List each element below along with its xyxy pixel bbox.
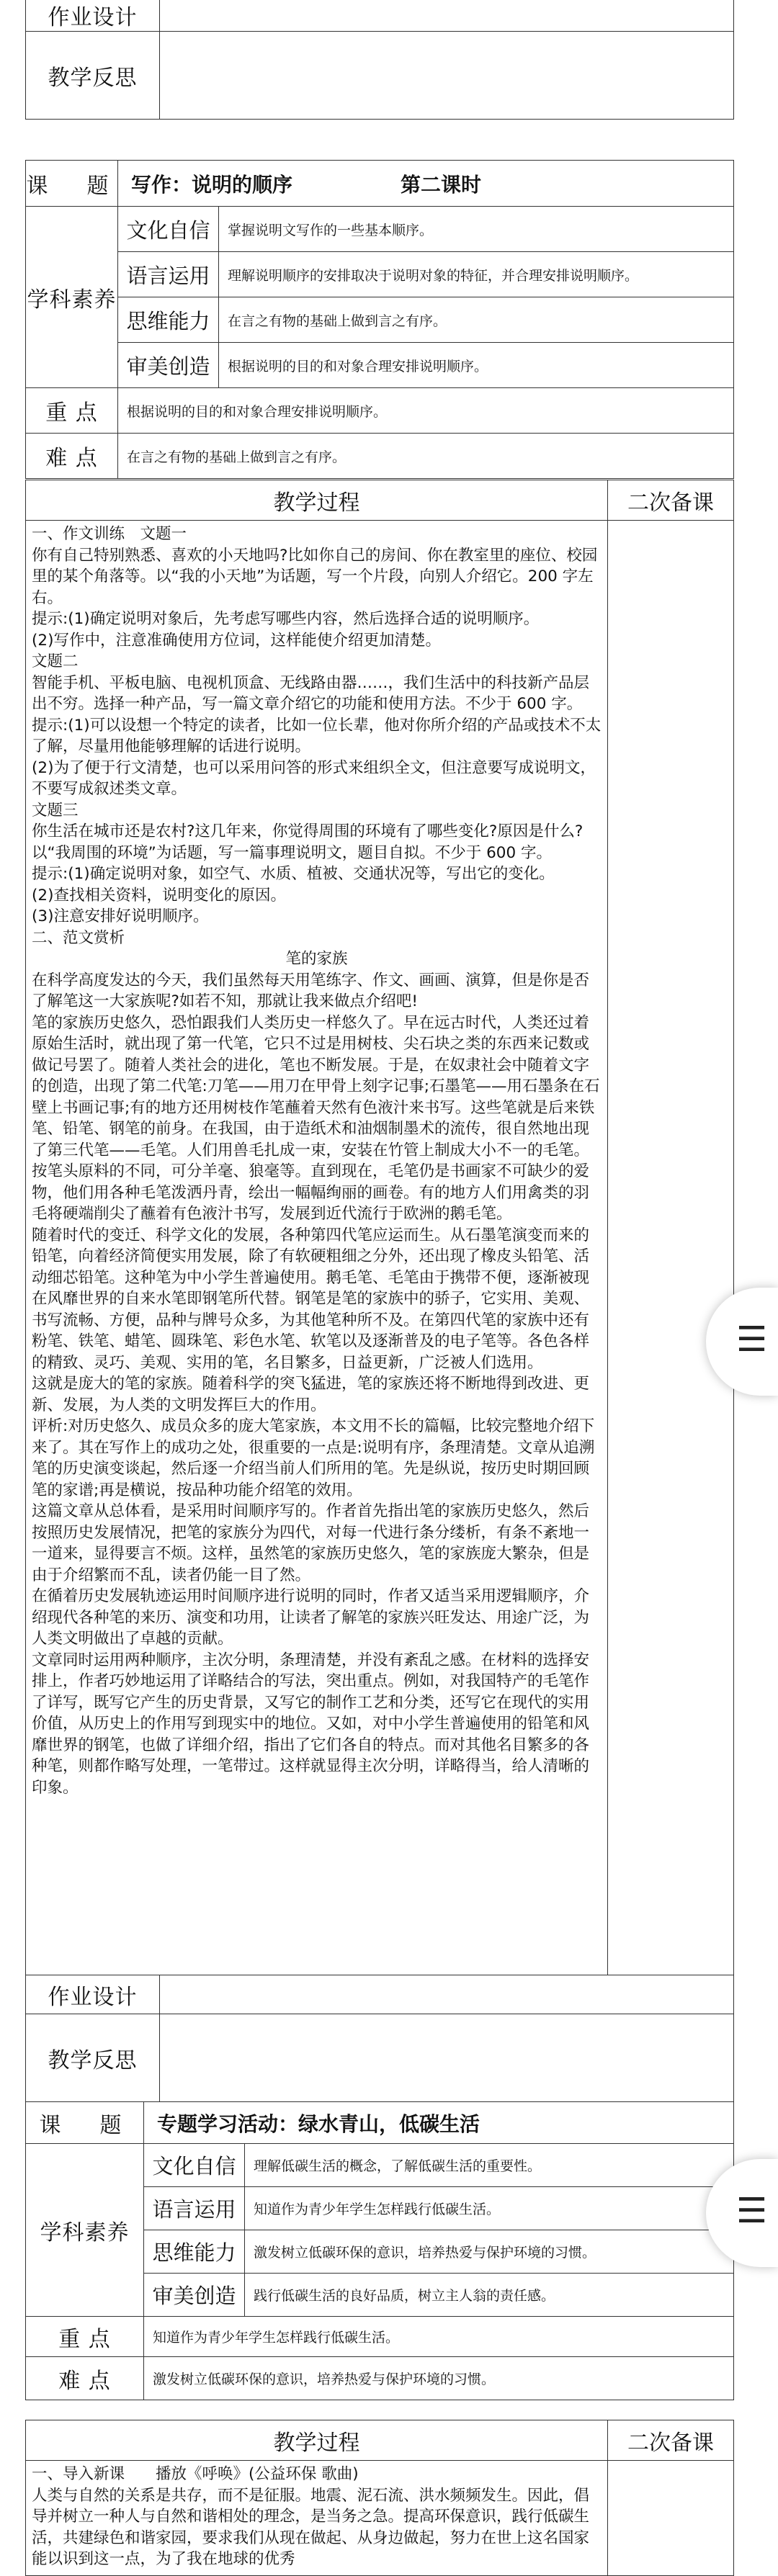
literacy-label: 学科素养 (26, 207, 118, 388)
essay-paragraph: 笔的家族历史悠久，恐怕跟我们人类历史一样悠久了。早在远古时代，人类还过着原始生活时，就出现了第一代笔，它只不过是用树枝、尖石块之类的东西来记数或做记号罢了。随着人类社会的进化，笔也不断发展。于是，在奴隶社会中随着文字的创造，出现了第二代笔:刀笔——用刀在甲骨上刻字记事;石墨笔——用石墨条在石壁上书画记事;有的地方还用树枝作笔蘸着天然有色液汁来书写。这些笔就是后来铁笔、铅笔、钢笔的前身。在我国，由于造纸术和油烟制墨术的流传，很自然地出现了第三代笔——毛笔。人们用兽毛扎成一束，安装在竹管上制成大小不一的毛笔。按笔头原料的不同，可分羊毫、狼毫等。直到现在，毛笔仍是书画家不可缺少的爱物，他们用各种毛笔泼洒丹青，绘出一幅幅绚丽的画卷。有的地方人们用禽类的羽毛将硬端削尖了蘸着有色液汁书写，发展到近代流行于欧洲的鹅毛笔。 (32, 1013, 600, 1223)
process-line: (2)查找相关资料，说明变化的原因。 (32, 886, 286, 905)
difficulty-text: 在言之有物的基础上做到言之有序。 (118, 434, 734, 479)
process-line: 文题三 (32, 801, 79, 820)
reflection-label: 教学反思 (26, 2014, 160, 2102)
homework-cell (160, 0, 734, 32)
literacy-thinking: 思维能力 (144, 2230, 245, 2274)
process-line: 你有自己特别熟悉、喜欢的小天地吗?比如你自己的房间、你在教室里的座位、校园里的某个角落等。以“我的小天地”为话题，写一个片段，向别人介绍它。200 字左右。 (32, 546, 598, 607)
lesson0-footer-table (25, 0, 734, 120)
process-line: 提示:(1)可以设想一个特定的读者，比如一位长辈，他对你所介绍的产品或技术不太了解，尽量用他能够理解的话进行说明。 (32, 716, 602, 755)
second-prep-header: 二次备课 (608, 480, 734, 521)
literacy-label: 学科素养 (26, 2144, 144, 2317)
key-point-text: 根据说明的目的和对象合理安排说明顺序。 (118, 388, 734, 434)
essay-paragraph: 这就是庞大的笔的家族。随着科学的突飞猛进，笔的家族还将不断地得到改进、更新、发展，为人类的文明发挥巨大的作用。 (32, 1375, 590, 1414)
literacy-language: 语言运用 (144, 2187, 245, 2230)
process-line: 提示:(1)确定说明对象，如空气、水质、植被、交通状况等，写出它的变化。 (32, 865, 555, 883)
process-line: 提示:(1)确定说明对象后，先考虑写哪些内容，然后选择合适的说明顺序。 (32, 610, 540, 628)
process-line: 智能手机、平板电脑、电视机顶盒、无线路由器……，我们生活中的科技新产品层出不穷。选择一种产品，写一篇文章介绍它的功能和使用方法。不少于 600 字。 (32, 673, 590, 713)
process-content (26, 521, 608, 1975)
literacy-thinking-desc: 激发树立低碳环保的意识，培养热爱与保护环境的习惯。 (245, 2230, 734, 2274)
process-line: 你生活在城市还是农村?这几年来，你觉得周围的环境有了哪些变化?原因是什么?以“我周围的环境”为话题，写一篇事理说明文，题目自拟。不少于 600 字。 (32, 822, 584, 862)
lesson1-process-table (25, 480, 734, 1975)
literacy-culture: 文化自信 (144, 2144, 245, 2187)
course-label: 课 题 (26, 2102, 144, 2144)
second-prep-cell (608, 2461, 734, 2576)
reflection-cell (160, 2014, 734, 2102)
homework-label: 作业设计 (26, 0, 160, 32)
hamburger-menu-icon: ☰ (736, 2191, 768, 2231)
reflection-cell (160, 32, 734, 120)
lesson1-header-table (25, 160, 734, 479)
hamburger-menu-icon: ☰ (736, 1319, 768, 1360)
process-line: (2)写作中，注意准确使用方位词，这样能使介绍更加清楚。 (32, 631, 441, 650)
difficulty-label: 难 点 (26, 434, 118, 479)
literacy-aesthetic-desc: 根据说明的目的和对象合理安排说明顺序。 (219, 343, 734, 388)
process-line: (3)注意安排好说明顺序。 (32, 907, 209, 925)
process-header: 教学过程 (26, 480, 608, 521)
literacy-culture-desc: 掌握说明文写作的一些基本顺序。 (219, 207, 734, 252)
process-header: 教学过程 (26, 2420, 608, 2461)
second-prep-cell (608, 521, 734, 1975)
difficulty-text: 激发树立低碳环保的意识，培养热爱与保护环境的习惯。 (144, 2357, 734, 2400)
literacy-culture: 文化自信 (118, 207, 219, 252)
lesson2-process-table (25, 2420, 734, 2576)
essay-title: 笔的家族 (285, 950, 348, 968)
literacy-aesthetic-desc: 践行低碳生活的良好品质，树立主人翁的责任感。 (245, 2274, 734, 2317)
course-title: 专题学习活动：绿水青山，低碳生活 (144, 2102, 734, 2144)
literacy-thinking: 思维能力 (118, 297, 219, 343)
literacy-aesthetic: 审美创造 (118, 343, 219, 388)
homework-cell (160, 1975, 734, 2014)
literacy-language-desc: 知道作为青少年学生怎样践行低碳生活。 (245, 2187, 734, 2230)
process-line: 文题二 (32, 652, 79, 670)
literacy-thinking-desc: 在言之有物的基础上做到言之有序。 (219, 297, 734, 343)
literacy-culture-desc: 理解低碳生活的概念，了解低碳生活的重要性。 (245, 2144, 734, 2187)
process-content (26, 2461, 608, 2576)
essay-paragraph: 在科学高度发达的今天，我们虽然每天用笔练字、作文、画画、演算，但是你是否了解笔这一大家族呢?如若不知，那就让我来做点介绍吧! (32, 971, 590, 1010)
essay-paragraph: 随着时代的变迁、科学文化的发展，各种第四代笔应运而生。从石墨笔演变而来的铅笔，向着经济简便实用发展，除了有软硬粗细之分外，还出现了橡皮头铅笔、活动细芯铅笔。这种笔为中小学生普遍使用。鹅毛笔、毛笔由于携带不便，逐渐被现在风靡世界的自来水笔即钢笔所代替。钢笔是笔的家族中的骄子，它实用、美观、书写流畅、方便，品种与牌号众多，为其他笔种所不及。在第四代笔的家族中还有粉笔、铁笔、蜡笔、圆珠笔、彩色水笔、软笔以及逐渐普及的电子笔等。各色各样的精致、灵巧、美观、实用的笔，名目繁多，日益更新，广泛被人们选用。 (32, 1226, 590, 1372)
difficulty-label: 难 点 (26, 2357, 144, 2400)
essay-paragraph: 评析:对历史悠久、成员众多的庞大笔家族，本文用不长的篇幅，比较完整地介绍下来了。其在写作上的成功之处，很重要的一点是:说明有序，条理清楚。文章从追溯笔的历史演变谈起，然后逐一介绍当前人们所用的笔。先是纵说，按历史时期回顾笔的家谱;再是横说，按品种功能介绍笔的效用。 (32, 1417, 595, 1499)
lesson1-footer-table (25, 1975, 734, 2102)
homework-label: 作业设计 (26, 1975, 160, 2014)
process-line: 一、导入新课 播放《呼唤》(公益环保 歌曲) (32, 2465, 359, 2483)
literacy-language-desc: 理解说明顺序的安排取决于说明对象的特征，并合理安排说明顺序。 (219, 252, 734, 297)
course-label: 课 题 (26, 161, 118, 207)
literacy-language: 语言运用 (118, 252, 219, 297)
course-title-text: 写作：说明的顺序 (131, 172, 293, 197)
reflection-label: 教学反思 (26, 32, 160, 120)
process-line: (2)为了便于行文清楚，也可以采用问答的形式来组织全文，但注意要写成说明文，不要写成叙述类文章。 (32, 758, 596, 798)
essay-paragraph: 在循着历史发展轨迹运用时间顺序进行说明的同时，作者又适当采用逻辑顺序，介绍现代各种笔的来历、演变和功用，让读者了解笔的家族兴旺发达、用途广泛，为人类文明做出了卓越的贡献。 (32, 1587, 590, 1648)
lesson2-header-table (25, 2101, 734, 2400)
key-point-label: 重 点 (26, 2317, 144, 2357)
process-line: 人类与自然的关系是共存，而不是征服。地震、泥石流、洪水频频发生。因此，倡导并树立一种人与自然和谐相处的理念，是当务之急。提高环保意识，践行低碳生活，共建绿色和谐家园，要求我们从现在做起、从身边做起，努力在世上这名国家能以识到这一点，为了我在地球的优秀 (32, 2486, 590, 2568)
key-point-label: 重 点 (26, 388, 118, 434)
essay-paragraph: 文章同时运用两种顺序，主次分明，条理清楚，并没有紊乱之感。在材料的选择安排上，作者巧妙地运用了详略结合的写法，突出重点。例如，对我国特产的毛笔作了详写，既写它产生的历史背景，又写它的制作工艺和分类，还写它在现代的实用价值，从历史上的作用写到现实中的地位。又如，对中小学生普遍使用的铅笔和风靡世界的钢笔，也做了详细介绍，指出了它们各自的特点。而对其他名目繁多的各种笔，则都作略写处理，一笔带过。这样就显得主次分明，详略得当，给人清晰的印象。 (32, 1651, 590, 1797)
essay-paragraph: 这篇文章从总体看，是采用时间顺序写的。作者首先指出笔的家族历史悠久，然后按照历史发展情况，把笔的家族分为四代，对每一代进行条分缕析，有条不紊地一一道来，显得要言不烦。这样，虽然笔的家族历史悠久，笔的家族庞大繁杂，但是由于介绍繁而不乱，读者仍能一目了然。 (32, 1502, 590, 1584)
course-title (118, 161, 734, 207)
literacy-aesthetic: 审美创造 (144, 2274, 245, 2317)
process-line: 二、范文赏析 (32, 928, 125, 947)
process-line: 一、作文训练 文题一 (32, 525, 187, 543)
key-point-text: 知道作为青少年学生怎样践行低碳生活。 (144, 2317, 734, 2357)
course-period: 第二课时 (401, 172, 482, 197)
second-prep-header: 二次备课 (608, 2420, 734, 2461)
